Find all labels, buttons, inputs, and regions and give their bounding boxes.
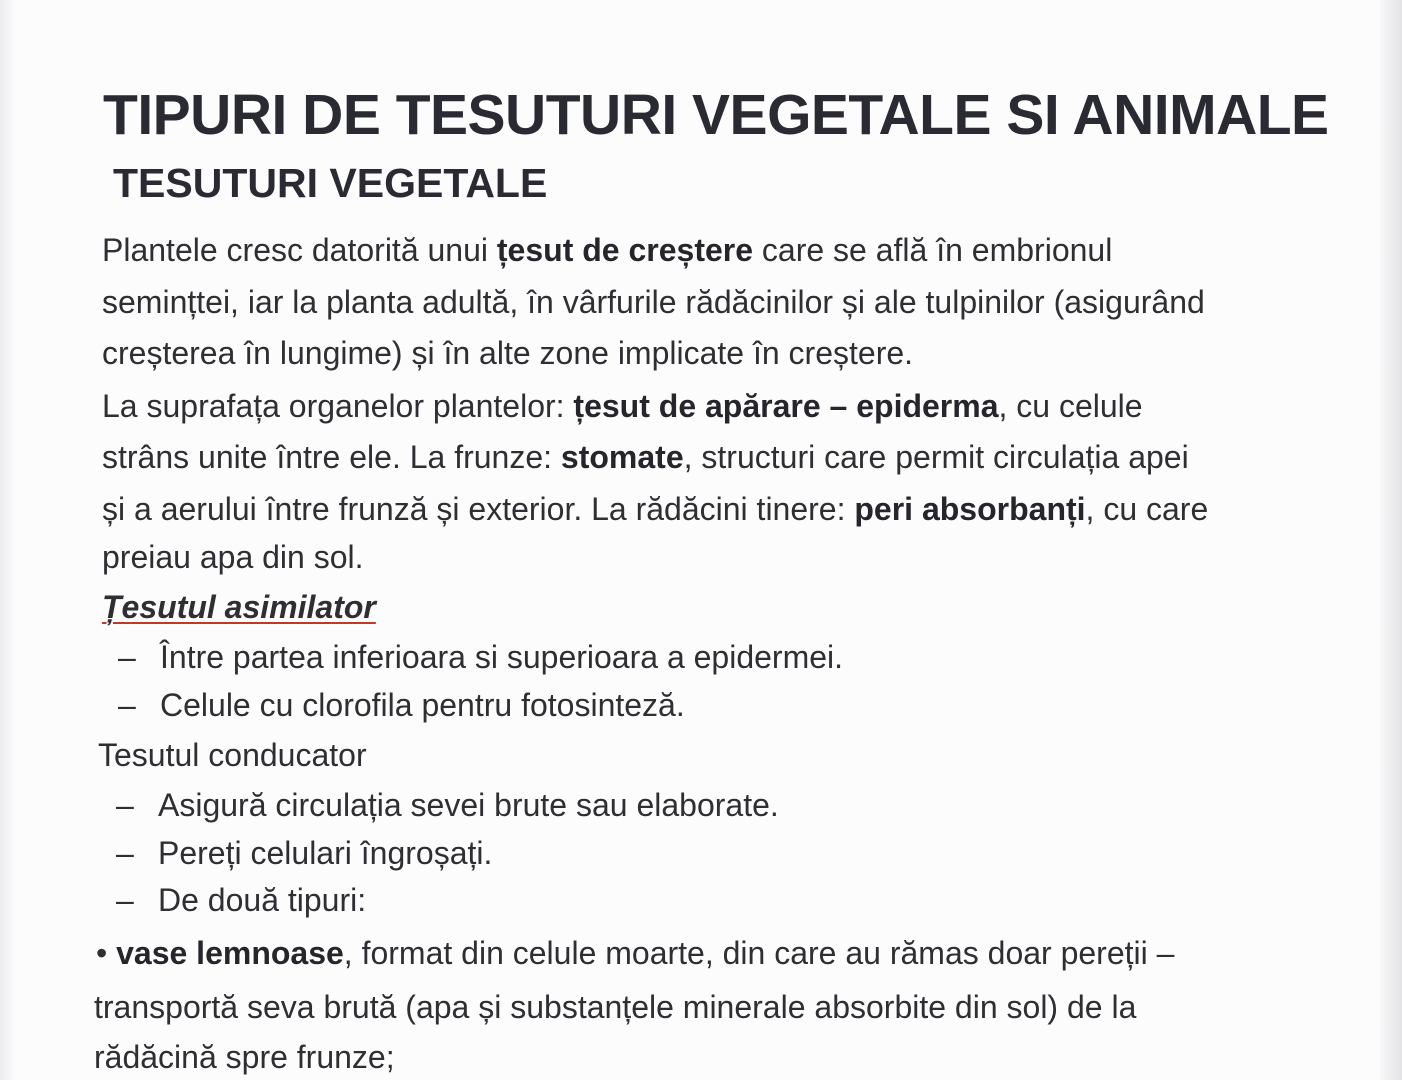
term-growth-tissue: țesut de creștere	[496, 232, 754, 268]
term-protection-tissue: țesut de apărare – epiderma	[573, 388, 999, 424]
page-edge-left	[0, 0, 14, 1080]
text-segment: și a aerului între frunză și exterior. La rădăcini tinere:	[102, 491, 855, 527]
paragraph-xylem-line-2: transportă seva brută (apa și substanțele minerale absorbite din sol) de la	[94, 989, 1137, 1025]
list-item	[116, 833, 492, 873]
term-stomata: stomate	[560, 439, 684, 475]
section-title: TESUTURI VEGETALE	[113, 160, 548, 206]
list-item-text: Pereți celulari îngroșați.	[158, 835, 493, 871]
dash-marker: –	[118, 639, 136, 675]
list-item-text: Celule cu clorofila pentru fotosinteză.	[160, 687, 685, 723]
list-item-text: Între partea inferioara si superioara a epidermei.	[160, 639, 844, 675]
paragraph-growth-line-2: semințtei, iar la planta adultă, în vârfurile rădăcinilor și ale tulpinilor (asigurând	[102, 284, 1205, 320]
paragraph-protection-line-3	[102, 489, 1208, 529]
bullet-marker: •	[96, 935, 108, 971]
paragraph-protection-line-2	[102, 437, 1189, 477]
paragraph-xylem-line-3: rădăcină spre frunze;	[94, 1039, 395, 1075]
list-item-text: Asigură circulația sevei brute sau elaborate.	[158, 787, 779, 823]
paragraph-protection-line-1	[102, 386, 1143, 426]
dash-marker: –	[118, 687, 136, 723]
text-segment: strâns unite între ele. La frunze:	[102, 439, 561, 475]
dash-marker: –	[116, 787, 134, 823]
dash-marker: –	[116, 882, 134, 918]
text-segment: , structuri care permit circulația apei	[683, 439, 1189, 475]
paragraph-growth-line-3: creșterea în lungime) și în alte zone implicate în creștere.	[102, 335, 914, 371]
list-item	[118, 637, 843, 677]
paragraph-protection-line-4: preiau apa din sol.	[102, 539, 364, 575]
text-segment: care se află în embrionul	[753, 232, 1113, 268]
dash-marker: –	[116, 835, 134, 871]
text-segment: Plantele cresc datorită unui	[102, 232, 497, 268]
text-segment: , cu celule	[998, 388, 1143, 424]
list-item	[118, 685, 685, 725]
term-root-hairs: peri absorbanți	[854, 491, 1086, 527]
heading-conducting-tissue: Tesutul conducator	[98, 737, 367, 773]
text-segment: , cu care	[1085, 491, 1209, 527]
page-title: TIPURI DE TESUTURI VEGETALE SI ANIMALE	[103, 83, 1329, 147]
heading-assimilating-tissue	[102, 587, 376, 627]
paragraph-xylem-line-1	[96, 933, 1174, 973]
heading-text: Țesutul asimilator	[102, 589, 376, 625]
list-item	[116, 880, 366, 920]
text-segment: La suprafața organelor plantelor:	[102, 388, 574, 424]
page-edge-right	[1380, 0, 1402, 1080]
list-item	[116, 785, 779, 825]
list-item-text: De două tipuri:	[158, 882, 367, 918]
text-segment: , format din celule moarte, din care au rămas doar pereții –	[343, 935, 1175, 971]
paragraph-growth-line-1	[102, 230, 1112, 270]
term-xylem-vessels: vase lemnoase	[116, 935, 344, 971]
